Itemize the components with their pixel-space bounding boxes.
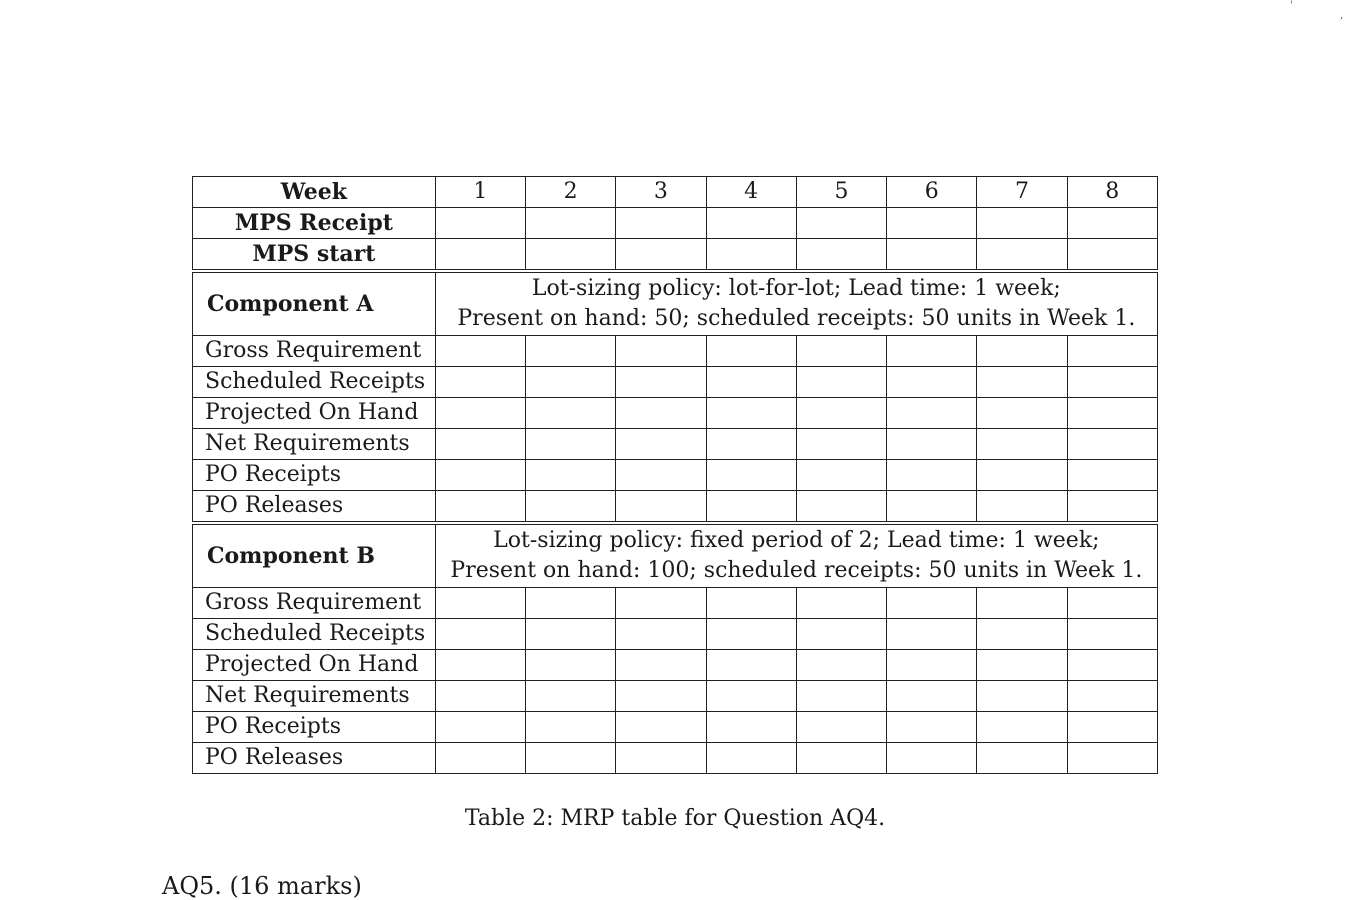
row-label: Projected On Hand	[193, 650, 436, 681]
blank-cell	[706, 208, 796, 239]
blank-cell	[526, 588, 616, 619]
blank-cell	[887, 367, 977, 398]
blank-cell	[706, 681, 796, 712]
week-number: 1	[435, 177, 525, 208]
table-row	[193, 588, 1158, 619]
table-row	[193, 336, 1158, 367]
table-row	[193, 398, 1158, 429]
blank-cell	[1067, 367, 1157, 398]
blank-cell	[435, 681, 525, 712]
blank-cell	[977, 681, 1067, 712]
blank-cell	[796, 619, 886, 650]
blank-cell	[887, 239, 977, 272]
row-label: MPS Receipt	[193, 208, 436, 239]
row-label: Scheduled Receipts	[193, 619, 436, 650]
scan-mark: '	[1290, 0, 1293, 11]
blank-cell	[526, 429, 616, 460]
row-label: Net Requirements	[193, 429, 436, 460]
blank-cell	[796, 743, 886, 774]
week-number: 4	[706, 177, 796, 208]
blank-cell	[706, 650, 796, 681]
week-label: Week	[193, 177, 436, 208]
blank-cell	[796, 681, 886, 712]
table-row	[193, 743, 1158, 774]
blank-cell	[977, 239, 1067, 272]
week-header-row	[193, 177, 1158, 208]
blank-cell	[435, 743, 525, 774]
component-a-header-row	[193, 271, 1158, 336]
table-row	[193, 650, 1158, 681]
blank-cell	[887, 650, 977, 681]
blank-cell	[1067, 743, 1157, 774]
week-number: 2	[526, 177, 616, 208]
component-info	[435, 523, 1157, 588]
week-number: 3	[616, 177, 706, 208]
component-info	[435, 271, 1157, 336]
table-row	[193, 367, 1158, 398]
blank-cell	[977, 712, 1067, 743]
row-label: PO Receipts	[193, 712, 436, 743]
blank-cell	[887, 491, 977, 524]
blank-cell	[1067, 208, 1157, 239]
blank-cell	[977, 429, 1067, 460]
mps-receipt-row	[193, 208, 1158, 239]
blank-cell	[526, 491, 616, 524]
table-row	[193, 681, 1158, 712]
blank-cell	[887, 460, 977, 491]
row-label: PO Releases	[193, 743, 436, 774]
blank-cell	[977, 743, 1067, 774]
blank-cell	[796, 460, 886, 491]
blank-cell	[977, 336, 1067, 367]
blank-cell	[887, 681, 977, 712]
row-label: Scheduled Receipts	[193, 367, 436, 398]
blank-cell	[616, 336, 706, 367]
mrp-table	[192, 176, 1158, 774]
blank-cell	[706, 588, 796, 619]
blank-cell	[887, 208, 977, 239]
component-info-line: Present on hand: 50; scheduled receipts: 50 units in Week 1.	[457, 306, 1136, 331]
blank-cell	[526, 239, 616, 272]
blank-cell	[1067, 650, 1157, 681]
week-number: 7	[977, 177, 1067, 208]
scan-mark: ,	[1340, 10, 1344, 21]
component-name: Component A	[193, 271, 436, 336]
blank-cell	[977, 398, 1067, 429]
blank-cell	[1067, 336, 1157, 367]
row-label: Gross Requirement	[193, 336, 436, 367]
blank-cell	[796, 712, 886, 743]
component-b-header-row	[193, 523, 1158, 588]
blank-cell	[1067, 491, 1157, 524]
table-row	[193, 712, 1158, 743]
component-info-line: Lot-sizing policy: fixed period of 2; Lead time: 1 week;	[493, 528, 1100, 553]
blank-cell	[616, 429, 706, 460]
blank-cell	[887, 429, 977, 460]
blank-cell	[796, 491, 886, 524]
blank-cell	[616, 588, 706, 619]
blank-cell	[887, 588, 977, 619]
row-label: Net Requirements	[193, 681, 436, 712]
blank-cell	[706, 398, 796, 429]
blank-cell	[796, 588, 886, 619]
next-question-heading: AQ5. (16 marks)	[162, 872, 362, 900]
blank-cell	[526, 460, 616, 491]
blank-cell	[435, 712, 525, 743]
blank-cell	[796, 367, 886, 398]
blank-cell	[887, 743, 977, 774]
blank-cell	[1067, 429, 1157, 460]
blank-cell	[1067, 588, 1157, 619]
week-number: 8	[1067, 177, 1157, 208]
blank-cell	[616, 650, 706, 681]
blank-cell	[435, 619, 525, 650]
row-label: PO Receipts	[193, 460, 436, 491]
row-label: PO Releases	[193, 491, 436, 524]
week-number: 6	[887, 177, 977, 208]
table-row	[193, 491, 1158, 524]
blank-cell	[1067, 398, 1157, 429]
blank-cell	[526, 336, 616, 367]
blank-cell	[977, 650, 1067, 681]
blank-cell	[706, 712, 796, 743]
row-label: MPS start	[193, 239, 436, 272]
blank-cell	[887, 398, 977, 429]
blank-cell	[435, 650, 525, 681]
blank-cell	[796, 239, 886, 272]
blank-cell	[706, 460, 796, 491]
blank-cell	[1067, 681, 1157, 712]
blank-cell	[706, 367, 796, 398]
blank-cell	[706, 743, 796, 774]
blank-cell	[616, 208, 706, 239]
blank-cell	[977, 367, 1067, 398]
blank-cell	[435, 208, 525, 239]
blank-cell	[796, 650, 886, 681]
blank-cell	[796, 336, 886, 367]
blank-cell	[796, 429, 886, 460]
blank-cell	[526, 398, 616, 429]
table-row	[193, 429, 1158, 460]
blank-cell	[616, 743, 706, 774]
blank-cell	[616, 367, 706, 398]
blank-cell	[526, 208, 616, 239]
blank-cell	[706, 239, 796, 272]
blank-cell	[977, 619, 1067, 650]
mps-start-row	[193, 239, 1158, 272]
blank-cell	[526, 712, 616, 743]
component-info-line: Present on hand: 100; scheduled receipts: 50 units in Week 1.	[450, 558, 1143, 583]
week-number: 5	[796, 177, 886, 208]
blank-cell	[887, 619, 977, 650]
blank-cell	[1067, 619, 1157, 650]
blank-cell	[796, 208, 886, 239]
blank-cell	[1067, 239, 1157, 272]
component-info-line: Lot-sizing policy: lot-for-lot; Lead time: 1 week;	[531, 276, 1061, 301]
blank-cell	[977, 460, 1067, 491]
blank-cell	[435, 239, 525, 272]
blank-cell	[616, 712, 706, 743]
blank-cell	[706, 619, 796, 650]
blank-cell	[1067, 460, 1157, 491]
blank-cell	[435, 429, 525, 460]
blank-cell	[977, 588, 1067, 619]
blank-cell	[796, 398, 886, 429]
blank-cell	[526, 743, 616, 774]
blank-cell	[977, 491, 1067, 524]
table-row	[193, 619, 1158, 650]
blank-cell	[526, 650, 616, 681]
component-name: Component B	[193, 523, 436, 588]
blank-cell	[616, 398, 706, 429]
blank-cell	[526, 367, 616, 398]
blank-cell	[887, 712, 977, 743]
blank-cell	[616, 239, 706, 272]
blank-cell	[706, 336, 796, 367]
blank-cell	[435, 491, 525, 524]
blank-cell	[526, 681, 616, 712]
blank-cell	[706, 491, 796, 524]
blank-cell	[1067, 712, 1157, 743]
blank-cell	[435, 367, 525, 398]
blank-cell	[435, 460, 525, 491]
blank-cell	[435, 336, 525, 367]
blank-cell	[616, 681, 706, 712]
blank-cell	[526, 619, 616, 650]
table-caption: Table 2: MRP table for Question AQ4.	[464, 806, 886, 831]
table-row	[193, 460, 1158, 491]
blank-cell	[435, 588, 525, 619]
blank-cell	[616, 619, 706, 650]
blank-cell	[616, 460, 706, 491]
row-label: Projected On Hand	[193, 398, 436, 429]
blank-cell	[977, 208, 1067, 239]
blank-cell	[887, 336, 977, 367]
blank-cell	[706, 429, 796, 460]
blank-cell	[616, 491, 706, 524]
blank-cell	[435, 398, 525, 429]
row-label: Gross Requirement	[193, 588, 436, 619]
